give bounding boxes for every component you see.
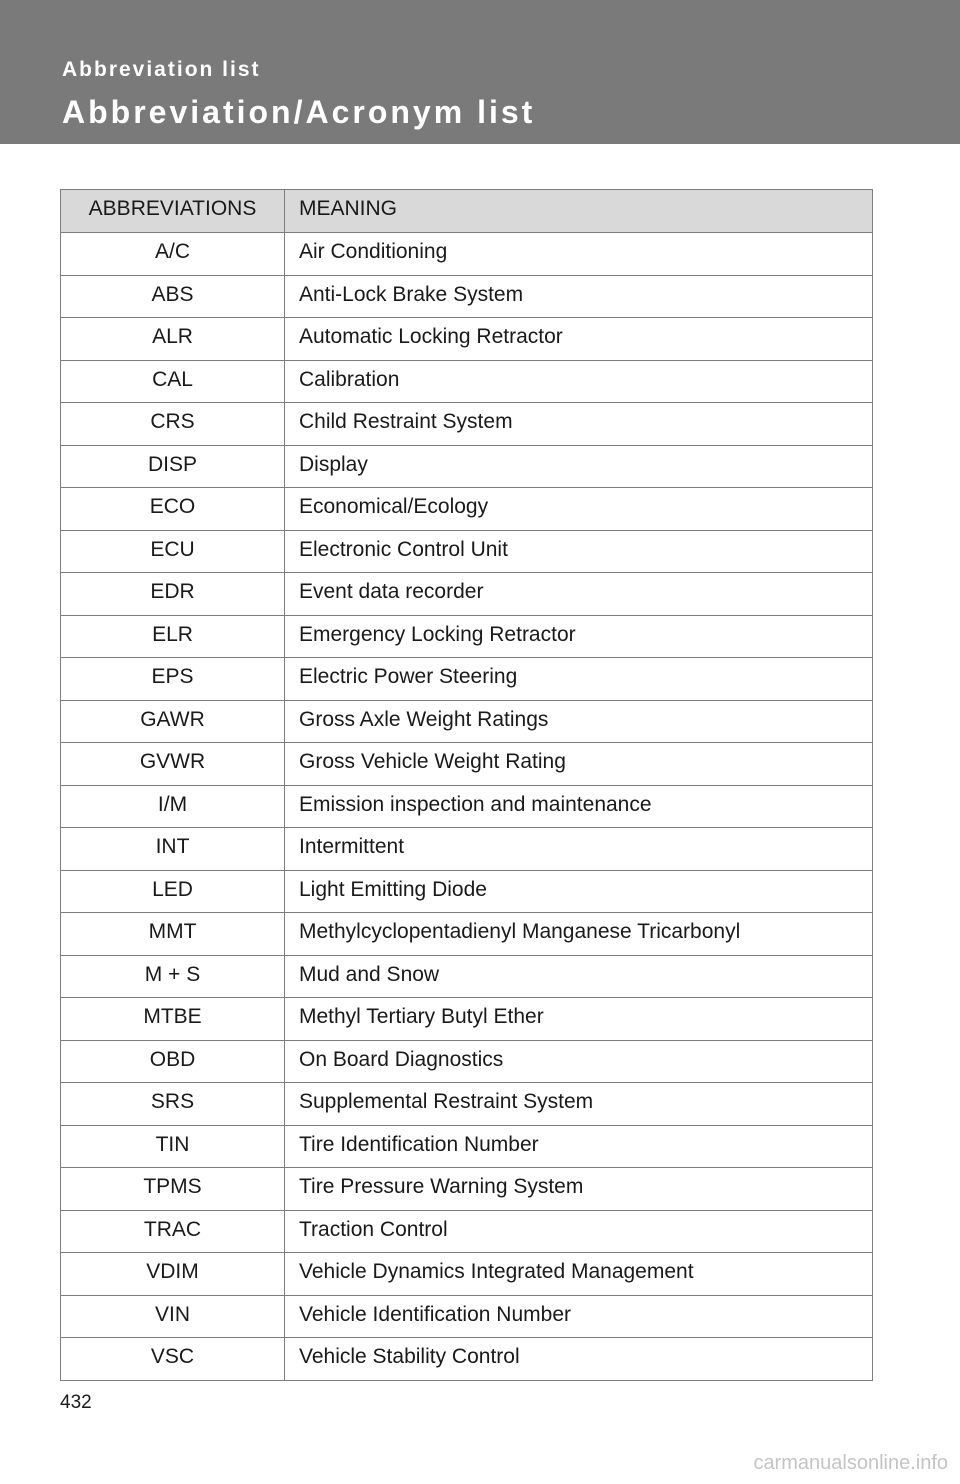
column-header-meaning: MEANING xyxy=(285,190,873,233)
column-header-abbreviations: ABBREVIATIONS xyxy=(61,190,285,233)
meaning-cell: Methyl Tertiary Butyl Ether xyxy=(285,998,873,1041)
abbreviation-cell: ECO xyxy=(61,488,285,531)
table-row xyxy=(61,1295,873,1338)
table-row xyxy=(61,1083,873,1126)
table-row xyxy=(61,488,873,531)
meaning-cell: Emission inspection and maintenance xyxy=(285,785,873,828)
table-row xyxy=(61,1125,873,1168)
abbreviation-cell: MMT xyxy=(61,913,285,956)
meaning-cell: Tire Pressure Warning System xyxy=(285,1168,873,1211)
table-row xyxy=(61,360,873,403)
table-row xyxy=(61,1040,873,1083)
abbreviation-cell: TRAC xyxy=(61,1210,285,1253)
meaning-cell: Air Conditioning xyxy=(285,233,873,276)
table-row xyxy=(61,318,873,361)
abbreviation-cell: A/C xyxy=(61,233,285,276)
table-row xyxy=(61,615,873,658)
abbreviation-table xyxy=(60,189,873,1381)
table-row xyxy=(61,530,873,573)
meaning-cell: Calibration xyxy=(285,360,873,403)
abbreviation-cell: TPMS xyxy=(61,1168,285,1211)
abbreviation-cell: ABS xyxy=(61,275,285,318)
abbreviation-cell: ELR xyxy=(61,615,285,658)
table-row xyxy=(61,700,873,743)
table-row xyxy=(61,573,873,616)
abbreviation-cell: INT xyxy=(61,828,285,871)
table-row xyxy=(61,785,873,828)
table-row xyxy=(61,955,873,998)
abbreviation-cell: GAWR xyxy=(61,700,285,743)
meaning-cell: Event data recorder xyxy=(285,573,873,616)
table-row xyxy=(61,1253,873,1296)
meaning-cell: Intermittent xyxy=(285,828,873,871)
meaning-cell: Traction Control xyxy=(285,1210,873,1253)
meaning-cell: Display xyxy=(285,445,873,488)
abbreviation-cell: M + S xyxy=(61,955,285,998)
meaning-cell: Gross Axle Weight Ratings xyxy=(285,700,873,743)
meaning-cell: Automatic Locking Retractor xyxy=(285,318,873,361)
abbreviation-cell: I/M xyxy=(61,785,285,828)
table-row xyxy=(61,1168,873,1211)
watermark: carmanualsonline.info xyxy=(753,1452,948,1474)
table-row xyxy=(61,658,873,701)
abbreviation-cell: EPS xyxy=(61,658,285,701)
page-title: Abbreviation/Acronym list xyxy=(62,94,536,130)
meaning-cell: Anti-Lock Brake System xyxy=(285,275,873,318)
abbreviation-cell: CAL xyxy=(61,360,285,403)
table-header-row xyxy=(61,190,873,233)
abbreviation-cell: ECU xyxy=(61,530,285,573)
table-body xyxy=(61,233,873,1381)
table-row xyxy=(61,1338,873,1381)
abbreviation-cell: ALR xyxy=(61,318,285,361)
table-row xyxy=(61,870,873,913)
abbreviation-cell: SRS xyxy=(61,1083,285,1126)
meaning-cell: Methylcyclopentadienyl Manganese Tricarbonyl xyxy=(285,913,873,956)
abbreviation-cell: OBD xyxy=(61,1040,285,1083)
page-number: 432 xyxy=(60,1392,92,1413)
table-row xyxy=(61,1210,873,1253)
abbreviation-cell: VDIM xyxy=(61,1253,285,1296)
meaning-cell: Economical/Ecology xyxy=(285,488,873,531)
table-row xyxy=(61,913,873,956)
meaning-cell: Electric Power Steering xyxy=(285,658,873,701)
meaning-cell: Mud and Snow xyxy=(285,955,873,998)
header-band xyxy=(0,0,960,144)
table-row xyxy=(61,275,873,318)
abbreviation-cell: TIN xyxy=(61,1125,285,1168)
meaning-cell: Child Restraint System xyxy=(285,403,873,446)
meaning-cell: Supplemental Restraint System xyxy=(285,1083,873,1126)
meaning-cell: Vehicle Stability Control xyxy=(285,1338,873,1381)
meaning-cell: On Board Diagnostics xyxy=(285,1040,873,1083)
table-row xyxy=(61,445,873,488)
table-row xyxy=(61,828,873,871)
abbreviation-cell: LED xyxy=(61,870,285,913)
meaning-cell: Light Emitting Diode xyxy=(285,870,873,913)
meaning-cell: Vehicle Identification Number xyxy=(285,1295,873,1338)
abbreviation-cell: GVWR xyxy=(61,743,285,786)
table-row xyxy=(61,998,873,1041)
abbreviation-cell: EDR xyxy=(61,573,285,616)
section-title: Abbreviation list xyxy=(62,58,261,81)
abbreviation-cell: DISP xyxy=(61,445,285,488)
table-row xyxy=(61,403,873,446)
abbreviation-cell: CRS xyxy=(61,403,285,446)
abbreviation-cell: VSC xyxy=(61,1338,285,1381)
abbreviation-cell: MTBE xyxy=(61,998,285,1041)
meaning-cell: Electronic Control Unit xyxy=(285,530,873,573)
table-row xyxy=(61,233,873,276)
abbreviation-cell: VIN xyxy=(61,1295,285,1338)
meaning-cell: Gross Vehicle Weight Rating xyxy=(285,743,873,786)
meaning-cell: Emergency Locking Retractor xyxy=(285,615,873,658)
meaning-cell: Vehicle Dynamics Integrated Management xyxy=(285,1253,873,1296)
table-row xyxy=(61,743,873,786)
meaning-cell: Tire Identification Number xyxy=(285,1125,873,1168)
